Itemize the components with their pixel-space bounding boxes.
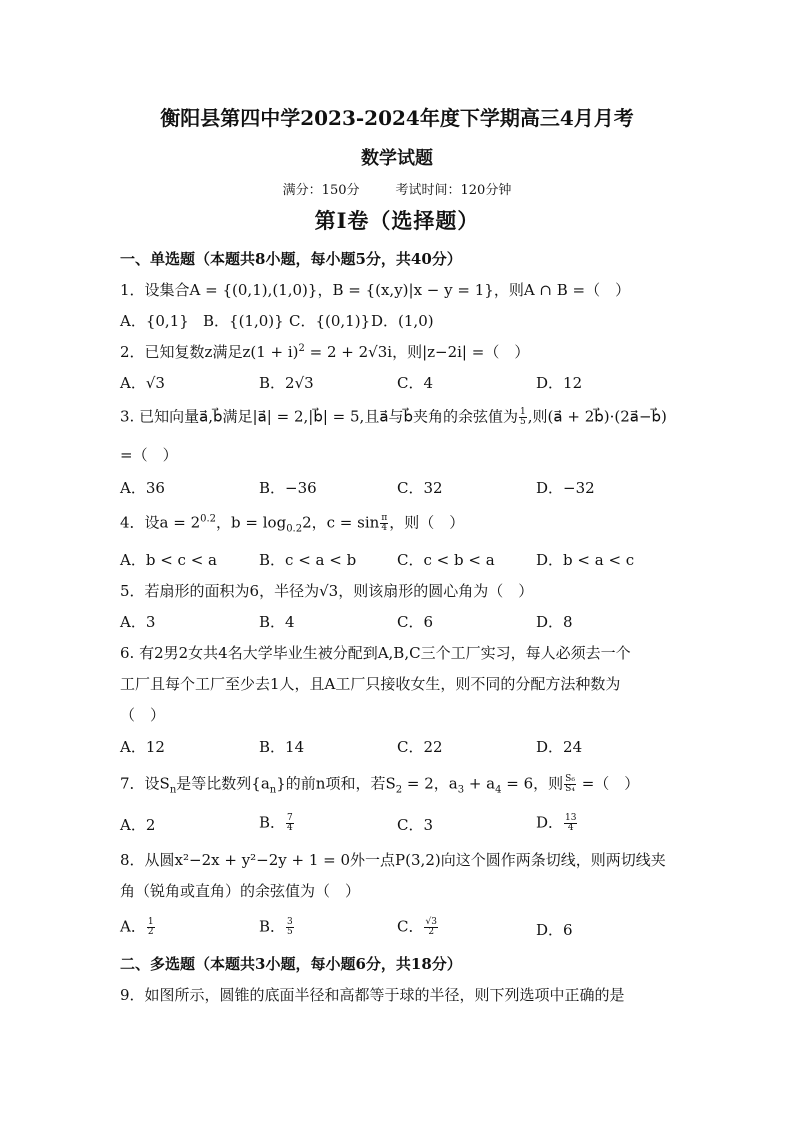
exam-time: 考试时间：120分钟 <box>395 183 512 198</box>
q4-sub: 0.2 <box>286 523 303 535</box>
q3-stem-c: =（ ） <box>120 446 178 464</box>
q5-option-c: C．6 <box>397 613 434 631</box>
q8-option-c: C． $\frac{√3}{2}$ <box>397 917 437 937</box>
q7-stem-f: = 6，则 <box>501 774 564 793</box>
full-score: 满分：150分 <box>282 183 360 198</box>
q4-sup: 0.2 <box>200 513 217 525</box>
q6-option-d: D．24 <box>536 738 583 756</box>
q7-sub5: 4 <box>495 784 502 796</box>
q5-option-a: A．3 <box>120 613 156 631</box>
q3-stem-a: 3. 已知向量a⃗,b⃗满足|a⃗| = 2,|b⃗| = 5,且a⃗与b⃗夹角的余弦值为 <box>120 407 519 426</box>
q8-option-a: A． $\frac{1}{2}$ <box>120 917 154 937</box>
q3-stem-b: ,则(a⃗ + 2b⃗)·(2a⃗−b⃗) <box>527 407 667 426</box>
q7-sub1: n <box>169 784 177 796</box>
q7-option-c: C．3 <box>397 816 434 834</box>
exam-subtitle: 数学试题 <box>361 148 433 169</box>
q7-sub3: 2 <box>395 784 403 796</box>
q2-option-b: B．2√3 <box>259 374 314 392</box>
q7-stem-e: + a <box>464 774 496 793</box>
question-6-line-2: 工厂且每个工厂至少去1人，且A工厂只接收女生，则不同的分配方法种数为 <box>120 675 621 693</box>
q3-fraction: $\frac{1}{5}$ <box>520 407 526 427</box>
q2-stem-b: = 2 + 2√3i，则|z−2i| =（ ） <box>304 343 530 361</box>
q3-option-d: D．−32 <box>536 479 595 497</box>
q7-fraction: $\frac{\text{S₆}}{\text{S₄}}$ <box>565 774 575 794</box>
q3-option-a: A．36 <box>120 479 165 497</box>
q7-option-a: A．2 <box>120 816 156 834</box>
question-8-line-2: 角（锐角或直角）的余弦值为（ ） <box>120 882 361 900</box>
q3-option-b: B．−36 <box>259 479 317 497</box>
question-5: 5．若扇形的面积为6，半径为√3，则该扇形的圆心角为（ ） <box>120 582 534 600</box>
question-4 <box>120 514 464 535</box>
question-8-line-1: 8．从圆x²−2x + y²−2y + 1 = 0外一点P(3,2)向这个圆作两条切线，则两切线夹 <box>120 851 666 869</box>
q4-stem-d: ，则（ ） <box>389 513 465 532</box>
q2-option-a: A．√3 <box>120 374 165 392</box>
q2-option-c: C．4 <box>397 374 434 392</box>
question-3 <box>120 408 667 427</box>
q8-option-b: B． $\frac{3}{5}$ <box>259 917 293 937</box>
q6-option-a: A．12 <box>120 738 165 756</box>
q4-stem-b: ，b = log <box>216 513 287 532</box>
exam-title: 衡阳县第四中学2023-2024年度下学期高三4月月考 <box>160 106 634 130</box>
question-9: 9．如图所示，圆锥的底面半径和高都等于球的半径，则下列选项中正确的是 <box>120 986 625 1004</box>
q2-stem-a: 2．已知复数z满足z(1 + i) <box>120 343 299 361</box>
q7-stem-b: 是等比数列{a <box>176 774 270 793</box>
exam-info <box>0 184 794 197</box>
q6-option-b: B．14 <box>259 738 305 756</box>
q2-option-d: D．12 <box>536 374 583 392</box>
q4-option-d: D．b < a < c <box>536 551 635 569</box>
q1-option-b: B．{(1,0)} <box>203 312 284 330</box>
q7-stem-c: }的前n项和，若S <box>276 774 396 793</box>
q7-option-d: D． $\frac{13}{4}$ <box>536 813 577 833</box>
q5-option-d: D．8 <box>536 613 573 631</box>
q4-option-a: A．b < c < a <box>120 551 217 569</box>
q1-option-a: A．{0,1} <box>120 312 189 330</box>
q7-option-b: B． $\frac{7}{4}$ <box>259 813 293 833</box>
question-2 <box>120 344 529 360</box>
q4-fraction: $\frac{\pi}{4}$ <box>381 513 388 533</box>
q1-option-d: D．(1,0) <box>371 312 434 330</box>
q7-sub2: n <box>269 784 277 796</box>
q4-option-c: C．c < b < a <box>397 551 495 569</box>
section-multi-choice: 二、多选题（本题共3小题，每小题6分，共18分） <box>120 955 462 973</box>
q1-option-c: C．{(0,1)} <box>289 312 371 330</box>
q6-option-c: C．22 <box>397 738 443 756</box>
question-7 <box>120 775 639 796</box>
q4-stem-c: 2，c = sin <box>302 513 380 532</box>
q4-option-b: B．c < a < b <box>259 551 357 569</box>
question-1: 1．设集合A = {(0,1),(1,0)}，B = {(x,y)|x − y = 1}，则A ∩ B =（ ） <box>120 281 631 299</box>
question-6-line-3: （ ） <box>120 706 166 724</box>
q7-stem-a: 7．设S <box>120 774 170 793</box>
q7-stem-g: =（ ） <box>576 774 640 793</box>
q7-sub4: 3 <box>457 784 465 796</box>
section-single-choice: 一、单选题（本题共8小题，每小题5分，共40分） <box>120 250 462 268</box>
q3-option-c: C．32 <box>397 479 443 497</box>
q7-stem-d: = 2，a <box>402 774 458 793</box>
q4-stem-a: 4．设a = 2 <box>120 513 201 532</box>
q8-option-d: D．6 <box>536 921 573 939</box>
q5-option-b: B．4 <box>259 613 295 631</box>
volume-title: 第Ⅰ卷（选择题） <box>314 208 480 233</box>
q2-exp: 2 <box>298 343 305 354</box>
question-6-line-1: 6. 有2男2女共4名大学毕业生被分配到A,B,C三个工厂实习，每人必须去一个 <box>120 644 631 662</box>
